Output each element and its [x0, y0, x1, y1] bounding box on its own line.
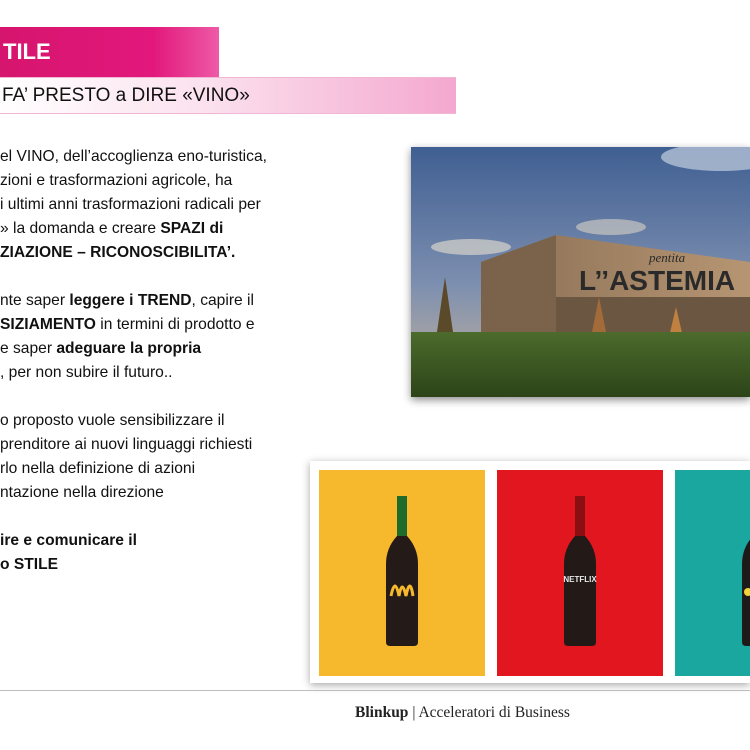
winery-photo [411, 147, 750, 397]
p2-line-3: e saper [0, 340, 57, 357]
netflix-bottle [560, 496, 600, 646]
winery-sign-script: pentita [649, 250, 686, 265]
partial-bottle [738, 496, 750, 646]
p4-line-1-bold: ire e comunicare il [0, 532, 137, 549]
paragraph-1 [0, 145, 360, 265]
p1-line-3: i ultimi anni trasformazioni radicali per [0, 196, 261, 213]
p4-line-2-bold: o STILE [0, 556, 59, 573]
p2-line-1-end: , capire il [191, 292, 254, 309]
winery-photo-illustration [411, 147, 750, 397]
p3-line-2: prenditore ai nuovi linguaggi richiesti [0, 436, 253, 453]
paragraph-3 [0, 409, 360, 505]
cloud [576, 219, 646, 235]
p3-line-1: o proposto vuole sensibilizzare il [0, 412, 225, 429]
footer [355, 704, 570, 722]
mcdonalds-bottle [382, 496, 422, 646]
footer-separator: | [408, 704, 419, 721]
footer-brand: Blinkup [355, 704, 409, 721]
p1-line-4-bold: SPAZI di [160, 220, 224, 237]
lawn [411, 332, 750, 397]
p1-line-4: » la domanda e creare [0, 220, 161, 237]
teal-panel [675, 470, 750, 676]
winery-sign: L’’ASTEMIA [579, 265, 736, 296]
paragraph-2 [0, 289, 360, 385]
p1-line-5-bold: ZIAZIONE – RICONOSCIBILITA’. [0, 244, 236, 261]
p2-line-3-bold: adeguare la propria [56, 340, 202, 357]
p1-line-2: zioni e trasformazioni agricole, ha [0, 172, 233, 189]
body-text [0, 145, 360, 601]
yellow-panel [319, 470, 485, 676]
red-panel [497, 470, 663, 676]
p3-line-3: rlo nella definizione di azioni [0, 460, 196, 477]
footer-tagline: Acceleratori di Business [418, 704, 570, 721]
p2-line-1-bold: leggere i TREND [69, 292, 192, 309]
building-base [556, 297, 750, 332]
p2-line-4: , per non subire il futuro.. [0, 364, 173, 381]
netflix-label: NETFLIX [563, 575, 597, 584]
p2-line-1: nte saper [0, 292, 70, 309]
cloud [431, 239, 511, 255]
p3-line-4: ntazione nella direzione [0, 484, 164, 501]
slide-title: TILE [3, 39, 51, 64]
paragraph-4 [0, 529, 360, 577]
footer-divider [0, 690, 750, 691]
bottle-collage [310, 461, 750, 683]
p1-line-1: el VINO, dell’accoglienza eno-turistica, [0, 148, 267, 165]
p2-line-2-bold: SIZIAMENTO [0, 316, 96, 333]
slide-subtitle: FA’ PRESTO a DIRE «VINO» [2, 85, 250, 106]
p2-line-2: in termini di prodotto e [95, 316, 255, 333]
